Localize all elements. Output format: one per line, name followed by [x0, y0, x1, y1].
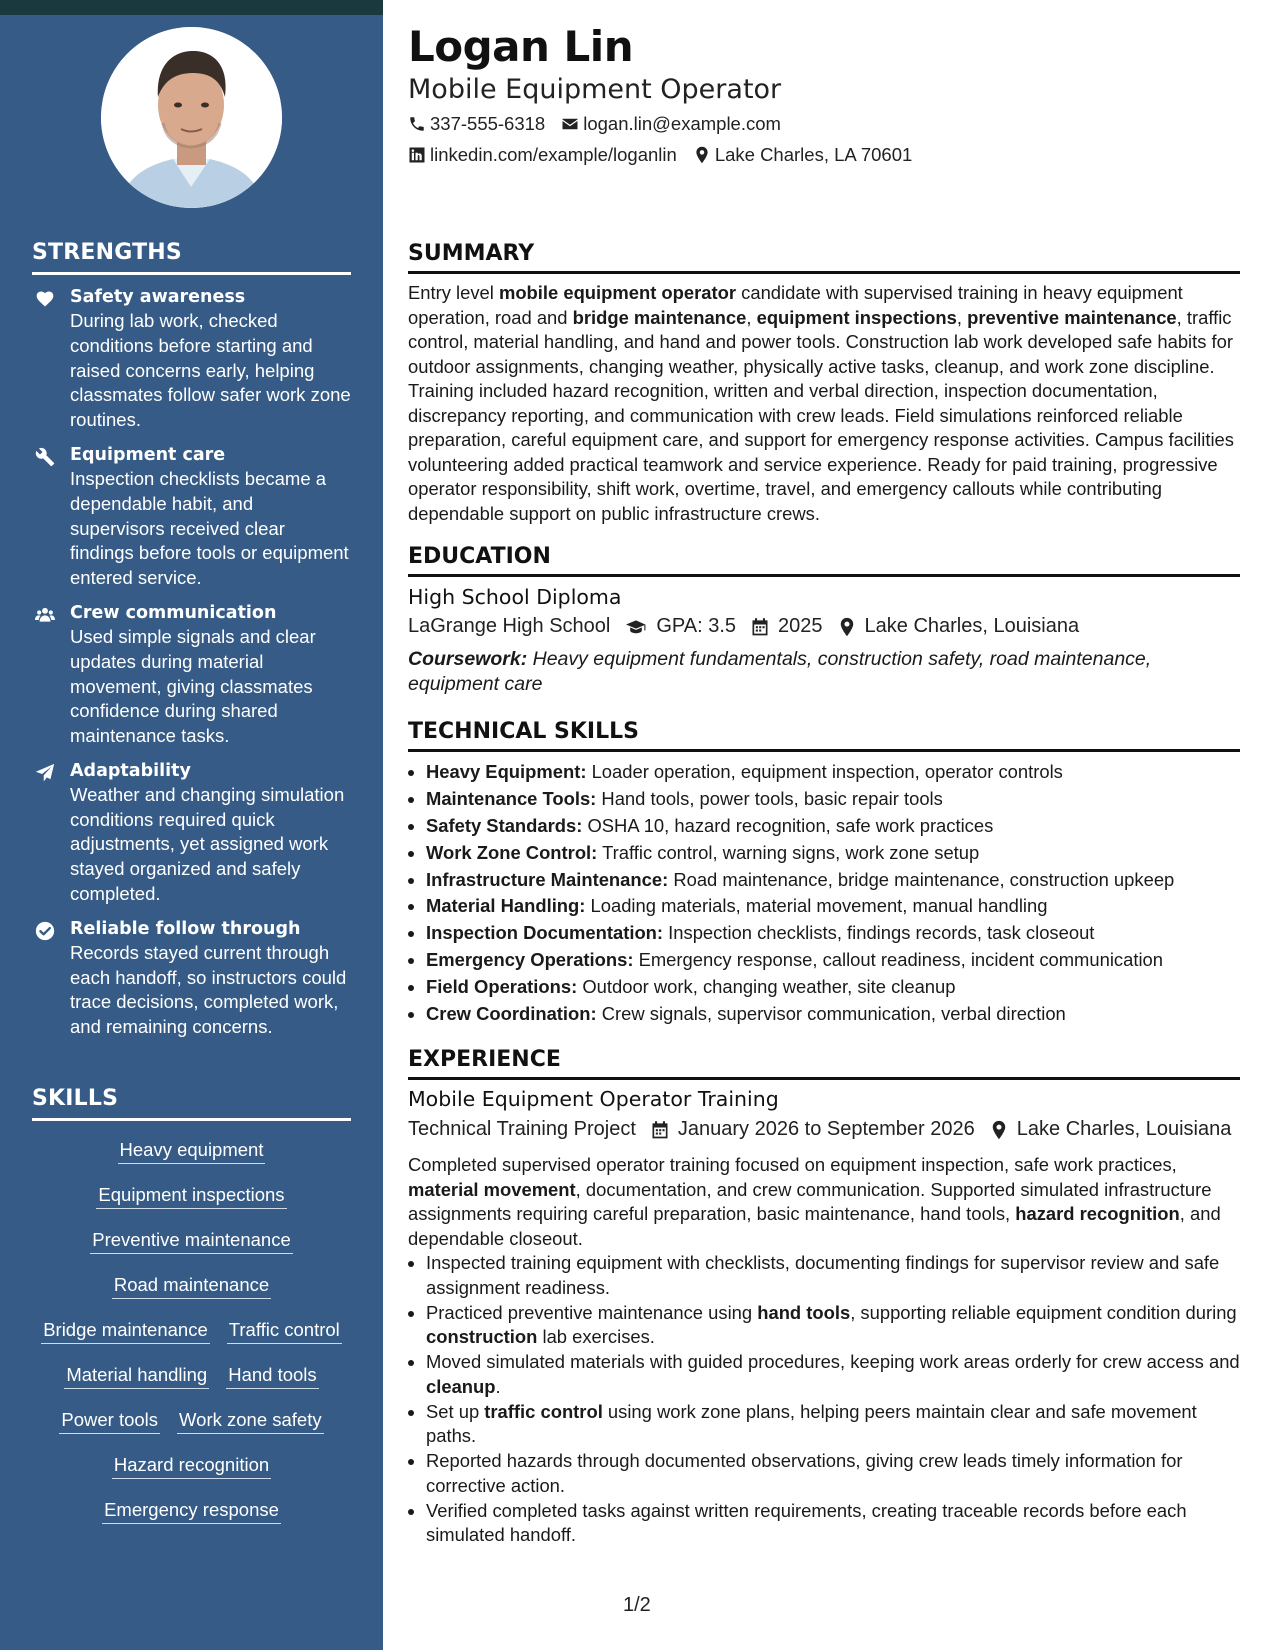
education-meta — [408, 615, 1079, 638]
skill-tag: Emergency response — [102, 1497, 281, 1524]
skill-tag: Material handling — [64, 1362, 209, 1389]
organization-name: Technical Training Project — [408, 1118, 636, 1140]
strength-description: Inspection checklists became a dependable habit, and supervisors received clear findings before tools or equipment entered service. — [70, 468, 349, 588]
experience-meta — [408, 1118, 1231, 1141]
technical-skill-item: • Work Zone Control: Traffic control, warning signs, work zone setup — [426, 841, 1240, 866]
coursework — [408, 647, 1240, 696]
technical-skills-heading: TECHNICAL SKILLS — [408, 719, 1240, 752]
technical-skill-item: • Safety Standards: OSHA 10, hazard recognition, safe work practices — [426, 814, 1240, 839]
linkedin-icon — [408, 146, 426, 164]
bold-keyword: preventive maintenance — [967, 306, 1177, 328]
summary-text: Entry level mobile equipment operator candidate with supervised training in heavy equipment operation, road and bridge maintenance, equipment inspections, preventive maintenance, traffic control, material handling, and hand and power tools. Construction lab work developed safe habits for outdoor assignments, changing weather, physically active tasks, cleanup, and work zone discipline. Training included hazard recognition, written and verbal direction, inspection documentation, discrepancy reporting, and communication with crew leads. Field simulations reinforced reliable preparation, careful equipment care, and support for emergency response activities. Campus facilities volunteering added practical teamwork and service experience. Ready for paid training, progressive operator responsibility, shift work, overtime, travel, and emergency callouts while contributing dependable support on public infrastructure crews. — [408, 282, 1234, 524]
map-pin-icon — [837, 617, 857, 637]
technical-skills-list — [426, 760, 1240, 1029]
coursework-label: Coursework: — [408, 648, 528, 670]
bold-keyword: hand tools — [757, 1301, 851, 1323]
skill-row — [32, 1227, 351, 1272]
technical-skill-item: • Field Operations: Outdoor work, changing weather, site cleanup — [426, 975, 1240, 1000]
experience-bullet: • Set up traffic control using work zone plans, helping peers maintain clear and safe movement paths. — [426, 1400, 1240, 1449]
experience-title: Mobile Equipment Operator Training — [408, 1087, 779, 1111]
technical-skill-item: • Emergency Operations: Emergency response, callout readiness, incident communication — [426, 948, 1240, 973]
skill-row — [32, 1407, 351, 1452]
contact-line — [408, 144, 928, 166]
calendar-icon — [650, 1120, 670, 1140]
technical-skill-item: • Crew Coordination: Crew signals, supervisor communication, verbal direction — [426, 1002, 1240, 1027]
experience-bullet: • Reported hazards through documented observations, giving crew leads timely information for corrective action. — [426, 1449, 1240, 1498]
phone-icon — [408, 115, 426, 133]
experience-location: Lake Charles, Louisiana — [1016, 1118, 1232, 1140]
experience-bullets — [426, 1251, 1240, 1548]
experience-bullet: • Practiced preventive maintenance using hand tools, supporting reliable equipment condition during construction lab exercises. — [426, 1301, 1240, 1350]
contact-email[interactable] — [561, 113, 781, 135]
linkedin-text: linkedin.com/example/loganlin — [430, 144, 677, 165]
bold-keyword: mobile equipment operator — [498, 282, 737, 303]
heart-icon — [32, 285, 70, 432]
skill-row — [32, 1317, 351, 1362]
skill-tag: Work zone safety — [177, 1407, 324, 1434]
school-name: LaGrange High School — [408, 615, 611, 637]
bold-keyword: material movement — [408, 1178, 576, 1200]
contact-location — [693, 144, 912, 166]
map-pin-icon — [693, 146, 711, 164]
strength-description: Weather and changing simulation conditions required quick adjustments, yet assigned work stayed organized and safely completed. — [70, 784, 345, 904]
technical-skill-item: • Inspection Documentation: Inspection checklists, findings records, task closeout — [426, 921, 1240, 946]
contact-phone — [408, 113, 545, 135]
skills-list — [32, 1121, 351, 1542]
contact-linkedin[interactable] — [408, 144, 677, 166]
skill-tag: Power tools — [59, 1407, 160, 1434]
skill-tag: Heavy equipment — [118, 1137, 266, 1164]
strength-description: Records stayed current through each handoff, so instructors could trace decisions, completed work, and remaining concerns. — [70, 942, 347, 1038]
technical-skill-item: • Maintenance Tools: Hand tools, power tools, basic repair tools — [426, 787, 1240, 812]
skills-heading: SKILLS — [32, 1086, 351, 1121]
experience-dates: January 2026 to September 2026 — [677, 1118, 975, 1140]
degree-title: High School Diploma — [408, 585, 622, 609]
skill-tag: Bridge maintenance — [41, 1317, 210, 1344]
sidebar-top-bar — [0, 0, 383, 15]
experience-bullet: • Inspected training equipment with checklists, documenting findings for supervisor review and safe assignment readiness. — [426, 1251, 1240, 1300]
bold-keyword: cleanup — [426, 1375, 496, 1397]
experience-bullet: • Moved simulated materials with guided procedures, keeping work areas orderly for crew access and cleanup. — [426, 1350, 1240, 1399]
strength-title: Crew communication — [70, 603, 277, 624]
email-text: logan.lin@example.com — [583, 113, 781, 134]
education-heading: EDUCATION — [408, 544, 1240, 577]
phone-text: 337-555-6318 — [430, 113, 546, 134]
job-title: Mobile Equipment Operator — [408, 74, 782, 105]
skill-row — [32, 1137, 351, 1182]
skill-tag: Equipment inspections — [96, 1182, 286, 1209]
profile-photo — [101, 27, 282, 208]
graduation-cap-icon — [624, 617, 648, 637]
strength-description: During lab work, checked conditions before starting and raised concerns early, helping classmates follow safer work zone routines. — [70, 310, 351, 430]
experience-summary: Completed supervised operator training focused on equipment inspection, safe work practices, material movement, documentation, and crew communication. Supported simulated infrastructure assignments requiring careful preparation, basic maintenance, hand tools, hazard recognition, and dependable closeout. — [408, 1154, 1221, 1249]
technical-skill-item: • Material Handling: Loading materials, material movement, manual handling — [426, 894, 1240, 919]
check-circle-icon — [32, 917, 70, 1039]
strength-item — [32, 917, 351, 1039]
bold-keyword: traffic control — [484, 1400, 603, 1422]
map-pin-icon — [989, 1120, 1009, 1140]
bold-keyword: equipment inspections — [756, 306, 957, 328]
paper-plane-icon — [32, 759, 70, 906]
skill-row — [32, 1497, 351, 1542]
skill-row — [32, 1182, 351, 1227]
calendar-icon — [750, 617, 770, 637]
envelope-icon — [561, 115, 579, 133]
skill-tag: Road maintenance — [112, 1272, 271, 1299]
skill-tag: Preventive maintenance — [90, 1227, 292, 1254]
users-icon — [32, 601, 70, 748]
school-location: Lake Charles, Louisiana — [864, 615, 1080, 637]
skill-row — [32, 1362, 351, 1407]
skill-tag: Hand tools — [226, 1362, 318, 1389]
location-text: Lake Charles, LA 70601 — [714, 144, 913, 165]
strength-title: Adaptability — [70, 761, 191, 782]
gpa: GPA: 3.5 — [656, 615, 737, 637]
graduation-year: 2025 — [778, 615, 823, 637]
skills-section — [32, 1086, 351, 1542]
strength-item — [32, 443, 351, 590]
coursework-text: Heavy equipment fundamentals, construction safety, road maintenance, equipment care — [408, 648, 1152, 695]
experience-bullet: • Verified completed tasks against written requirements, creating traceable records before each simulated handoff. — [426, 1499, 1240, 1548]
bold-keyword: construction — [426, 1326, 538, 1347]
strength-item — [32, 601, 351, 748]
skill-tag: Traffic control — [227, 1317, 342, 1344]
skill-row — [32, 1272, 351, 1317]
wrench-icon — [32, 443, 70, 590]
bold-keyword: bridge maintenance — [572, 306, 747, 328]
technical-skill-item: • Infrastructure Maintenance: Road maintenance, bridge maintenance, construction upkeep — [426, 868, 1240, 893]
strength-title: Safety awareness — [70, 287, 246, 308]
strength-description: Used simple signals and clear updates during material movement, giving classmates confidence during shared maintenance tasks. — [70, 626, 316, 746]
contact-line — [408, 113, 797, 135]
candidate-name: Logan Lin — [408, 22, 634, 71]
page-number: 1/2 — [623, 1594, 651, 1616]
bold-keyword: hazard recognition — [1015, 1203, 1180, 1224]
strength-title: Reliable follow through — [70, 919, 301, 940]
experience-heading: EXPERIENCE — [408, 1047, 1240, 1080]
sidebar — [0, 0, 383, 1650]
strength-item — [32, 759, 351, 906]
skill-tag: Hazard recognition — [112, 1452, 271, 1479]
technical-skill-item: • Heavy Equipment: Loader operation, equipment inspection, operator controls — [426, 760, 1240, 785]
strengths-section — [32, 240, 351, 1040]
strengths-heading: STRENGTHS — [32, 240, 351, 275]
skill-row — [32, 1452, 351, 1497]
summary-heading: SUMMARY — [408, 241, 1240, 274]
strength-item — [32, 285, 351, 432]
strength-title: Equipment care — [70, 445, 226, 466]
